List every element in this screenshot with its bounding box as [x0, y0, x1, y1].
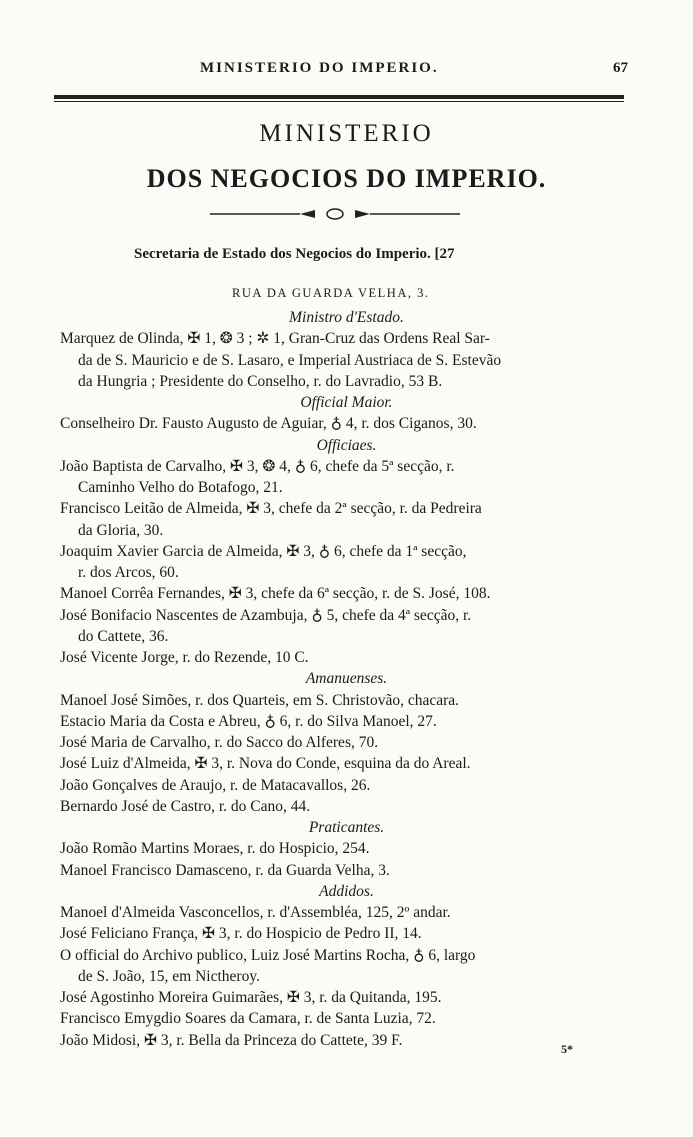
secretaria-heading: Secretaria de Estado dos Negocios do Imperio. [27: [134, 246, 455, 262]
section-heading: Officiaes.: [316, 436, 377, 454]
entry-line: José Vicente Jorge, r. do Rezende, 10 C.: [60, 649, 309, 666]
entry-line: da Gloria, 30.: [78, 521, 164, 539]
entry-line: r. dos Arcos, 60.: [78, 564, 179, 581]
entry-line: Caminho Velho do Botafogo, 21.: [78, 479, 283, 496]
entry-line: Francisco Leitão de Almeida, ✠ 3, chefe da 2ª secção, r. da Pedreira: [60, 500, 482, 518]
entry-line: João Gonçalves de Araujo, r. de Matacavallos, 26.: [60, 776, 371, 794]
entry-line: Estacio Maria da Costa e Abreu, ♁ 6, r. do Silva Manoel, 27.: [60, 712, 437, 730]
entry-line: José Luiz d'Almeida, ✠ 3, r. Nova do Conde, esquina da do Areal.: [60, 755, 471, 773]
entry-line: Manoel José Simões, r. dos Quarteis, em S. Christovão, chacara.: [60, 691, 460, 709]
entry-line: Joaquim Xavier Garcia de Almeida, ✠ 3, ♁ 6, chefe da 1ª secção,: [60, 542, 467, 560]
entry-line: João Romão Martins Moraes, r. do Hospicio, 254.: [60, 840, 370, 858]
entry-line: Francisco Emygdio Soares da Camara, r. de Santa Luzia, 72.: [60, 1010, 436, 1028]
entry-line: da Hungria ; Presidente do Conselho, r. do Lavradio, 53 B.: [78, 372, 443, 390]
ministry-title: MINISTERIO: [259, 120, 434, 147]
entry-line: da de S. Mauricio e de S. Lasaro, e Imperial Austriaca de S. Estevão: [78, 351, 502, 369]
page-header: [60, 58, 630, 82]
entry-line: O official do Archivo publico, Luiz José Martins Rocha, ♁ 6, largo: [60, 946, 476, 964]
section-heading: Official Maior.: [300, 394, 393, 411]
section-heading: Addidos.: [319, 882, 374, 900]
ornament-divider-icon: [210, 207, 460, 221]
section-heading: Ministro d'Estado.: [289, 309, 404, 326]
entry-line: João Baptista de Carvalho, ✠ 3, ❂ 4, ♁ 6, chefe da 5ª secção, r.: [60, 457, 455, 475]
entry-line: José Agostinho Moreira Guimarães, ✠ 3, r. da Quitanda, 195.: [60, 989, 442, 1006]
entry-line: do Cattete, 36.: [78, 627, 169, 645]
section-heading: Praticantes.: [308, 819, 385, 836]
address-line: RUA DA GUARDA VELHA, 3.: [232, 286, 430, 300]
entry-line: José Feliciano França, ✠ 3, r. do Hospicio de Pedro II, 14.: [60, 925, 422, 943]
entry-line: Manoel Corrêa Fernandes, ✠ 3, chefe da 6ª secção, r. de S. José, 108.: [60, 585, 491, 603]
entry-line: José Maria de Carvalho, r. do Sacco do Alferes, 70.: [60, 734, 379, 751]
header-rule-thick: [54, 95, 624, 99]
entry-line: José Bonifacio Nascentes de Azambuja, ♁ 5, chefe da 4ª secção, r.: [60, 606, 472, 624]
running-title: MINISTERIO DO IMPERIO.: [200, 60, 439, 76]
entry-line: de S. João, 15, em Nictheroy.: [78, 967, 260, 985]
entry-line: Bernardo José de Castro, r. do Cano, 44.: [60, 797, 311, 815]
entry-line: João Midosi, ✠ 3, r. Bella da Princeza do Cattete, 39 F.: [60, 1031, 403, 1049]
header-rule-thin: [54, 101, 624, 102]
ministry-subtitle: DOS NEGOCIOS DO IMPERIO.: [146, 164, 547, 193]
signature-mark: 5*: [561, 1042, 573, 1056]
entry-line: Manoel Francisco Damasceno, r. da Guarda Velha, 3.: [60, 861, 390, 879]
section-heading: Amanuenses.: [305, 670, 388, 688]
entry-line: Conselheiro Dr. Fausto Augusto de Aguiar, ♁ 4, r. dos Ciganos, 30.: [60, 415, 477, 433]
page-number: 67: [613, 60, 628, 76]
entry-line: Manoel d'Almeida Vasconcellos, r. d'Assembléa, 125, 2º andar.: [60, 904, 451, 921]
entry-line: Marquez de Olinda, ✠ 1, ❂ 3 ; ✲ 1, Gran-Cruz das Ordens Real Sar-: [60, 330, 490, 348]
